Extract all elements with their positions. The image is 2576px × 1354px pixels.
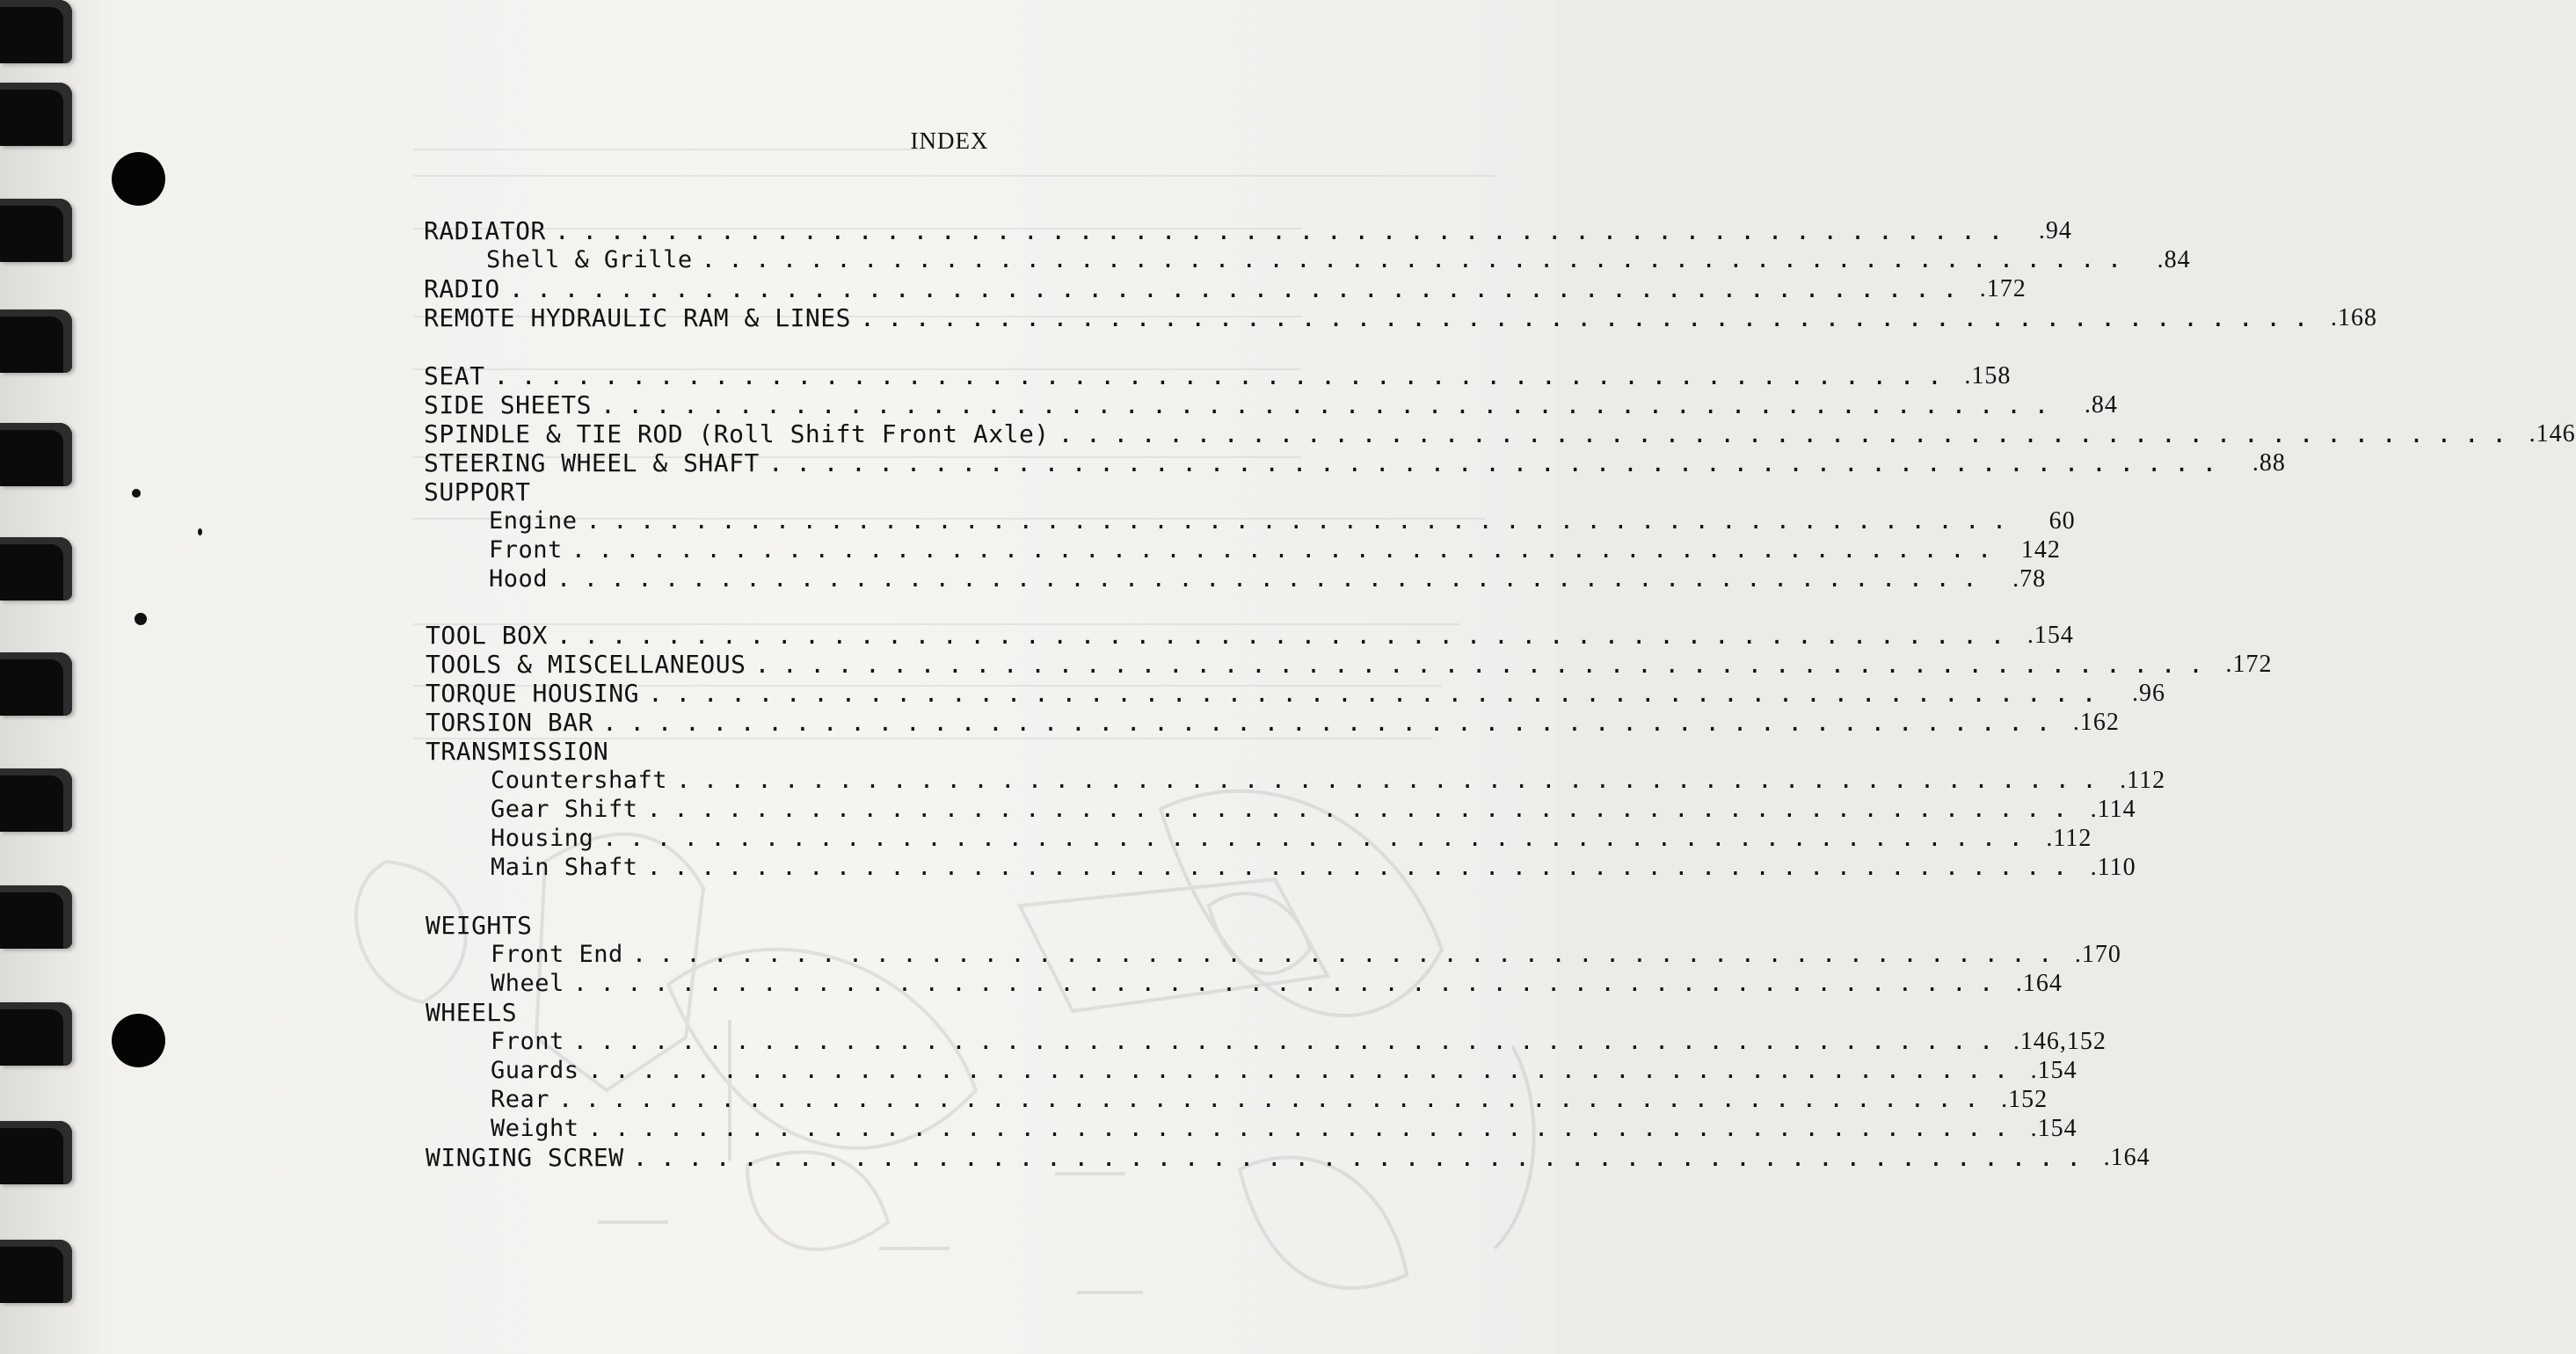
entry-label: SPINDLE & TIE ROD (Roll Shift Front Axle) [424,419,1050,448]
index-entry-spindle-tie-rod [424,419,2576,449]
entry-label: Main Shaft [491,854,638,881]
dot-leaders: ..................................................... [646,796,2080,823]
entry-label: SEAT [424,361,485,390]
dot-leaders: ..................................................... [556,621,2018,650]
index-entry-gear-shift [491,795,2136,825]
entry-label: RADIO [424,274,500,303]
page-number: .172 [2225,651,2273,678]
dot-leaders: ..................................................... [632,1143,2094,1172]
entry-label: SIDE SHEETS [424,390,592,419]
dot-leaders: ..................................................... [754,650,2216,679]
index-entry-wheels [426,998,1467,1028]
dot-leaders: ..................................................... [701,246,2135,273]
entry-label: Shell & Grille [486,246,693,273]
dot-leaders: ..................................................... [571,536,2005,564]
index-entry-radiator [424,216,2072,246]
entry-label: Engine [489,507,578,535]
index-entry-winging-screw [426,1143,2150,1173]
page-number: 60 [2048,507,2076,535]
index-entry-torsion-bar [426,708,2120,738]
page-number: .114 [2090,796,2136,823]
dot-leaders: ..................................................... [768,448,2230,477]
page-number: .164 [2015,970,2063,997]
index-entry-shell-grille [486,245,2191,275]
dot-leaders: ..................................................... [631,941,2065,968]
page-number: .154 [2027,622,2074,649]
dot-leaders: ..................................................... [587,1057,2021,1084]
dot-leaders: ..................................................... [572,970,2006,997]
entry-label: TOOLS & MISCELLANEOUS [426,650,746,679]
entry-label: Hood [489,565,549,593]
index-entry-main-shaft [491,853,2136,883]
entry-label: Front End [491,941,623,968]
dot-leaders: ..................................................... [586,507,2019,535]
page-number: .110 [2090,854,2136,881]
entry-label: TOOL BOX [426,621,548,650]
index-entry-front-end [491,940,2121,970]
index-entry-weights [426,911,1467,941]
dot-leaders: ..................................................... [602,825,2036,852]
index-entry-steering-wheel [424,448,2286,478]
page-number: .96 [2131,680,2165,707]
page-title: INDEX [910,127,989,154]
entry-label: Guards [491,1057,579,1084]
page-number: .162 [2072,709,2120,736]
index-entry-wheels-front [491,1027,2107,1057]
index-entry-support-engine [489,506,2076,536]
entry-label: Housing [491,825,594,852]
entry-label: Wheel [491,970,564,997]
entry-label: TORSION BAR [426,708,593,737]
dot-leaders: ..................................................... [572,1028,2006,1055]
entry-label: TRANSMISSION [426,737,609,766]
index-entry-radio [424,274,2027,304]
dot-leaders: ..................................................... [557,565,1990,593]
page-number: .94 [2038,217,2072,244]
page-number: .146,152 [2012,1028,2107,1055]
page-number: .78 [2012,565,2047,593]
entry-label: Gear Shift [491,796,638,823]
page-number: .112 [2046,825,2092,852]
page-number: .84 [2157,246,2191,273]
dot-leaders: ..................................................... [648,679,2109,708]
entry-label: SUPPORT [424,477,531,506]
dot-leaders: ..................................................... [646,854,2080,881]
entry-label: WINGING SCREW [426,1143,624,1172]
index-entry-transmission [426,737,1467,767]
index-entry-housing [491,824,2092,854]
index-entry-tool-box [426,621,2074,651]
index-entry-wheel [491,969,2063,999]
page-number: .84 [2084,391,2118,419]
dot-leaders: ..................................................... [558,1086,1992,1113]
page-number: .170 [2074,941,2121,968]
page-number: .152 [2001,1086,2048,1113]
page-number: 142 [2020,536,2061,564]
entry-label: REMOTE HYDRAULIC RAM & LINES [424,303,852,332]
entry-label: TORQUE HOUSING [426,679,640,708]
index-entry-torque-housing [426,679,2165,709]
dot-leaders: ..................................................... [1058,419,2520,448]
dot-leaders: ..................................................... [676,767,2110,794]
entry-label: Countershaft [491,767,668,794]
index-entry-side-sheets [424,390,2118,420]
entry-label: STEERING WHEEL & SHAFT [424,448,760,477]
dot-leaders: ..................................................... [860,303,2321,332]
dot-leaders: ..................................................... [587,1115,2021,1142]
index-entry-weight [491,1114,2078,1144]
index-entry-tools-misc [426,650,2273,680]
page-number: .146 [2529,420,2576,448]
index-entry-seat [424,361,2012,391]
index-entry-guards [491,1056,2078,1086]
dot-leaders: ..................................................... [601,708,2063,737]
index-entry-countershaft [491,766,2166,796]
page-number: .88 [2252,449,2286,477]
dot-leaders: ..................................................... [554,216,2016,245]
entry-label: Front [491,1028,564,1055]
index-entry-support [424,477,1467,507]
entry-label: WEIGHTS [426,911,533,940]
entry-label: RADIATOR [424,216,546,245]
page-number: .154 [2030,1057,2078,1084]
page-number: .158 [1964,362,2012,389]
index-entry-support-hood [489,564,2047,594]
dot-leaders: ..................................................... [508,274,1970,303]
page-number: .168 [2330,304,2377,331]
page-number: .172 [1979,275,2027,302]
entry-label: Weight [491,1115,579,1142]
index-entry-rear [491,1085,2048,1115]
dot-leaders: ..................................................... [600,390,2062,419]
entry-label: WHEELS [426,998,518,1027]
index-entry-remote-hydraulic [424,303,2377,333]
page-number: .164 [2103,1144,2150,1171]
entry-label: Rear [491,1086,550,1113]
dot-leaders: ..................................................... [493,361,1955,390]
entry-label: Front [489,536,563,564]
page-number: .154 [2030,1115,2078,1142]
index-entry-support-front [489,535,2061,565]
page-number: .112 [2120,767,2166,794]
